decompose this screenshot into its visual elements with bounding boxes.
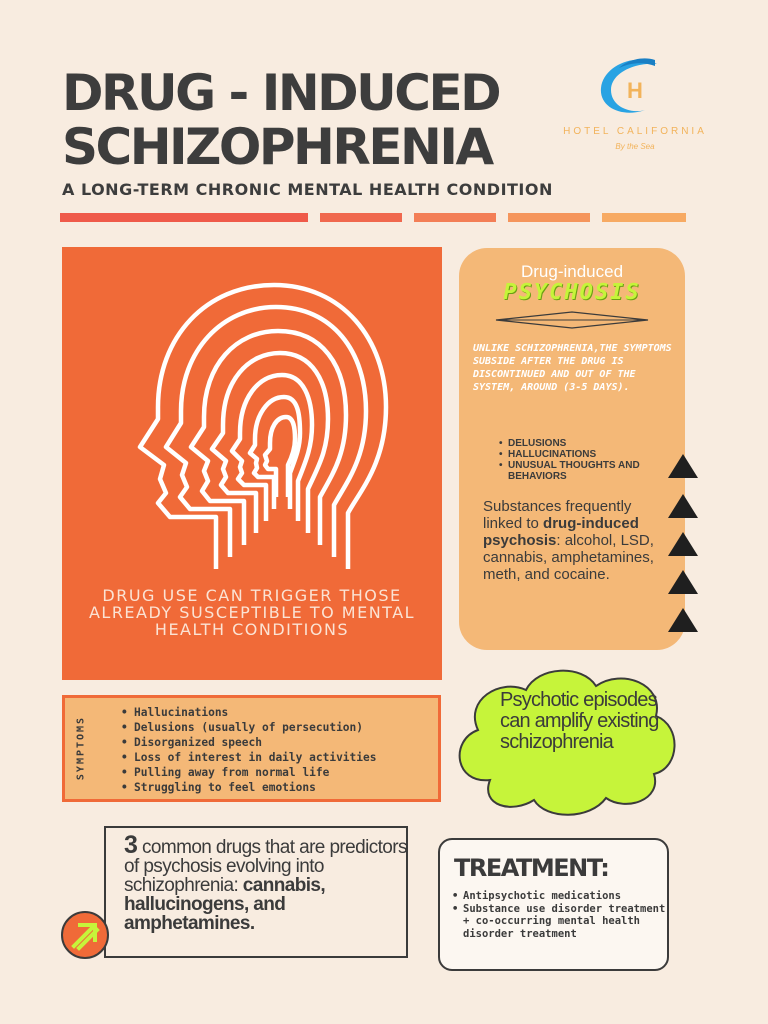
psychosis-note: UNLIKE SCHIZOPHRENIA,THE SYMPTOMS SUBSIDE AFTER THE DRUG IS DISCONTINUED AND OUT OF THE SYSTEM, AROUND (3-5 DAYS).	[473, 343, 672, 393]
cloud-text: Psychotic episodes can amplify existing schizophrenia	[500, 689, 659, 753]
logo-letter: H	[627, 78, 643, 103]
diamond-divider-icon	[492, 310, 652, 330]
hotel-logo	[545, 52, 725, 162]
arrow-up-right-icon	[60, 910, 110, 960]
logo-tagline: By the Sea	[615, 142, 655, 151]
symptoms-label: SYMPTOMS	[75, 715, 87, 781]
common-drugs-text	[124, 831, 409, 934]
color-stripes	[60, 213, 686, 222]
page-subtitle: A LONG-TERM CHRONIC MENTAL HEALTH CONDITION	[62, 180, 553, 199]
list-item: • Substance use disorder treatment + co-occurring mental health disorder treatment	[452, 903, 666, 941]
stripe-4	[508, 213, 590, 222]
list-item: • Disorganized speech	[121, 735, 376, 750]
substances-emphasis: drug-induced psychosis	[483, 515, 639, 549]
title-line-2: SCHIZOPHRENIA	[62, 118, 492, 176]
treatment-list	[452, 890, 666, 940]
title-line-1: DRUG - INDUCED	[62, 64, 500, 122]
stripe-2	[320, 213, 402, 222]
psychosis-heading: Drug-induced	[520, 262, 624, 281]
list-item: • HALLUCINATIONS	[499, 449, 679, 460]
triangle-icon	[668, 532, 698, 556]
psychosis-word: PSYCHOSIS	[503, 280, 641, 305]
triangle-icon	[668, 494, 698, 518]
triangle-icon	[668, 454, 698, 478]
substances-rest: : alcohol, LSD, cannabis, amphetamines, meth, and cocaine.	[483, 532, 654, 583]
substances-intro: Substances frequently linked to	[483, 498, 632, 532]
treatment-title: TREATMENT:	[454, 854, 609, 882]
triangle-icon	[668, 570, 698, 594]
list-item: • Loss of interest in daily activities	[121, 750, 376, 765]
common-drugs-box	[104, 826, 408, 958]
list-item: • Pulling away from normal life	[121, 765, 376, 780]
triangle-icon	[668, 608, 698, 632]
psychosis-card	[459, 248, 685, 650]
logo-name: HOTEL CALIFORNIA	[563, 126, 707, 137]
substances-text	[483, 498, 663, 583]
stripe-3	[414, 213, 496, 222]
list-item: • Hallucinations	[121, 705, 376, 720]
triangle-markers	[666, 452, 700, 642]
concentric-head-icon	[62, 247, 442, 587]
drugs-emphasis: cannabis, hallucinogens, and amphetamines.	[124, 875, 326, 934]
drugs-text: common drugs that are predictors of psychosis evolving into schizophrenia:	[124, 837, 407, 896]
list-item: • Struggling to feel emotions	[121, 780, 376, 795]
head-caption: DRUG USE CAN TRIGGER THOSE ALREADY SUSCEPTIBLE TO MENTAL HEALTH CONDITIONS	[88, 586, 416, 639]
list-item: • Antipsychotic medications	[452, 890, 666, 903]
head-illustration-panel	[62, 247, 442, 680]
stripe-1	[60, 213, 308, 222]
list-item: • DELUSIONS	[499, 438, 679, 449]
page-title	[62, 66, 499, 174]
treatment-card	[438, 838, 669, 971]
list-item: • UNUSUAL THOUGHTS AND BEHAVIORS	[499, 460, 679, 482]
symptom-list	[121, 705, 376, 796]
drugs-number: 3	[124, 831, 138, 859]
psychosis-list	[499, 438, 679, 482]
stripe-5	[602, 213, 686, 222]
list-item: • Delusions (usually of persecution)	[121, 720, 376, 735]
symptoms-panel	[62, 695, 441, 802]
